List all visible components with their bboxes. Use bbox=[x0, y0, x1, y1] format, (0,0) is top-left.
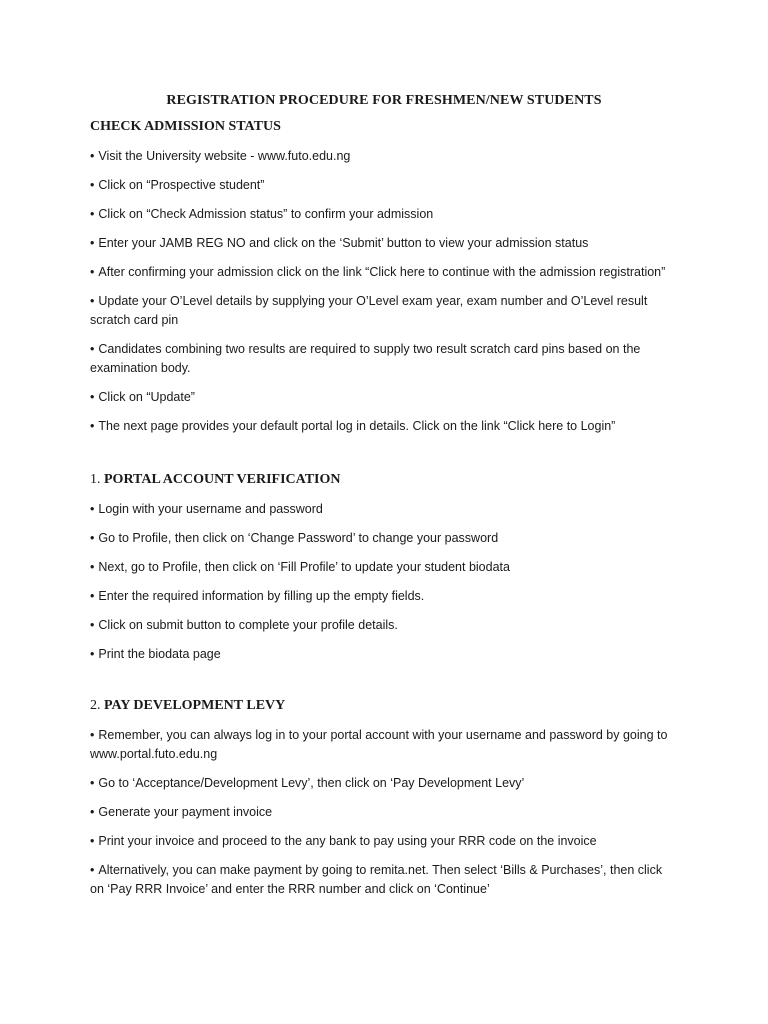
section-heading bbox=[90, 119, 678, 135]
list-item bbox=[90, 645, 678, 664]
list-item-text: Login with your username and password bbox=[98, 502, 323, 516]
list-item bbox=[90, 861, 678, 899]
section-pay-development-levy bbox=[90, 698, 678, 899]
list-item bbox=[90, 587, 678, 606]
bullet-icon: • bbox=[90, 834, 95, 848]
bullet-icon: • bbox=[90, 618, 95, 632]
section-portal-account-verification bbox=[90, 472, 678, 664]
bullet-icon: • bbox=[90, 207, 95, 221]
section-heading bbox=[90, 698, 678, 714]
section-heading-text: CHECK ADMISSION STATUS bbox=[90, 119, 281, 134]
bullet-icon: • bbox=[90, 502, 95, 516]
list-item-text: Generate your payment invoice bbox=[98, 805, 273, 819]
list-item-text: The next page provides your default portal log in details. Click on the link “Click here to Login” bbox=[98, 419, 616, 433]
bullet-icon: • bbox=[90, 805, 95, 819]
list-item bbox=[90, 176, 678, 195]
list-item bbox=[90, 417, 678, 436]
bullet-icon: • bbox=[90, 178, 95, 192]
section-heading-text: PAY DEVELOPMENT LEVY bbox=[104, 698, 286, 713]
list-item-text: Remember, you can always log in to your portal account with your username and password by going to www.portal.futo.edu.ng bbox=[90, 728, 668, 761]
list-item-text: Print the biodata page bbox=[98, 647, 221, 661]
list-item bbox=[90, 803, 678, 822]
section-number: 1. bbox=[90, 472, 104, 487]
list-item-text: Visit the University website - www.futo.edu.ng bbox=[98, 149, 351, 163]
list-item bbox=[90, 726, 678, 764]
bullet-icon: • bbox=[90, 149, 95, 163]
list-item bbox=[90, 263, 678, 282]
bullet-icon: • bbox=[90, 531, 95, 545]
list-item bbox=[90, 292, 678, 330]
list-item-text: Go to ‘Acceptance/Development Levy’, then click on ‘Pay Development Levy’ bbox=[98, 776, 525, 790]
list-item-text: Click on “Update” bbox=[98, 390, 195, 404]
section-number: 2. bbox=[90, 698, 104, 713]
list-item-text: Go to Profile, then click on ‘Change Password’ to change your password bbox=[98, 531, 499, 545]
document-title: REGISTRATION PROCEDURE FOR FRESHMEN/NEW STUDENTS bbox=[166, 93, 602, 108]
sections-container bbox=[90, 119, 678, 899]
list-item bbox=[90, 234, 678, 253]
bullet-icon: • bbox=[90, 863, 95, 877]
bullet-icon: • bbox=[90, 647, 95, 661]
list-item-text: Enter the required information by filling up the empty fields. bbox=[98, 589, 425, 603]
list-item bbox=[90, 147, 678, 166]
section-heading bbox=[90, 472, 678, 488]
list-item-text: Print your invoice and proceed to the any bank to pay using your RRR code on the invoice bbox=[98, 834, 597, 848]
bullet-icon: • bbox=[90, 560, 95, 574]
list-item-text: After confirming your admission click on the link “Click here to continue with the admission registration” bbox=[98, 265, 666, 279]
bullet-icon: • bbox=[90, 589, 95, 603]
bullet-icon: • bbox=[90, 390, 95, 404]
section-check-admission-status bbox=[90, 119, 678, 436]
list-item bbox=[90, 340, 678, 378]
list-item bbox=[90, 388, 678, 407]
bullet-icon: • bbox=[90, 342, 95, 356]
list-item bbox=[90, 500, 678, 519]
list-item-text: Candidates combining two results are required to supply two result scratch card pins based on the examination body. bbox=[90, 342, 641, 375]
list-item-text: Click on “Prospective student” bbox=[98, 178, 265, 192]
bullet-icon: • bbox=[90, 265, 95, 279]
list-item-text: Update your O’Level details by supplying your O’Level exam year, exam number and O’Level result scratch card pin bbox=[90, 294, 648, 327]
bullet-icon: • bbox=[90, 776, 95, 790]
list-item bbox=[90, 205, 678, 224]
list-item-text: Next, go to Profile, then click on ‘Fill Profile’ to update your student biodata bbox=[98, 560, 510, 574]
bullet-icon: • bbox=[90, 419, 95, 433]
list-item bbox=[90, 529, 678, 548]
list-item-text: Alternatively, you can make payment by going to remita.net. Then select ‘Bills & Purchases’, then click on ‘Pay RRR Invoice’ and enter the RRR number and click on ‘Continue’ bbox=[90, 863, 663, 896]
list-item-text: Enter your JAMB REG NO and click on the ‘Submit’ button to view your admission status bbox=[98, 236, 589, 250]
list-item-text: Click on “Check Admission status” to confirm your admission bbox=[98, 207, 434, 221]
list-item-text: Click on submit button to complete your profile details. bbox=[98, 618, 398, 632]
section-heading-text: PORTAL ACCOUNT VERIFICATION bbox=[104, 472, 341, 487]
list-item bbox=[90, 616, 678, 635]
bullet-icon: • bbox=[90, 236, 95, 250]
bullet-icon: • bbox=[90, 294, 95, 308]
list-item bbox=[90, 832, 678, 851]
list-item bbox=[90, 558, 678, 577]
list-item bbox=[90, 774, 678, 793]
bullet-icon: • bbox=[90, 728, 95, 742]
